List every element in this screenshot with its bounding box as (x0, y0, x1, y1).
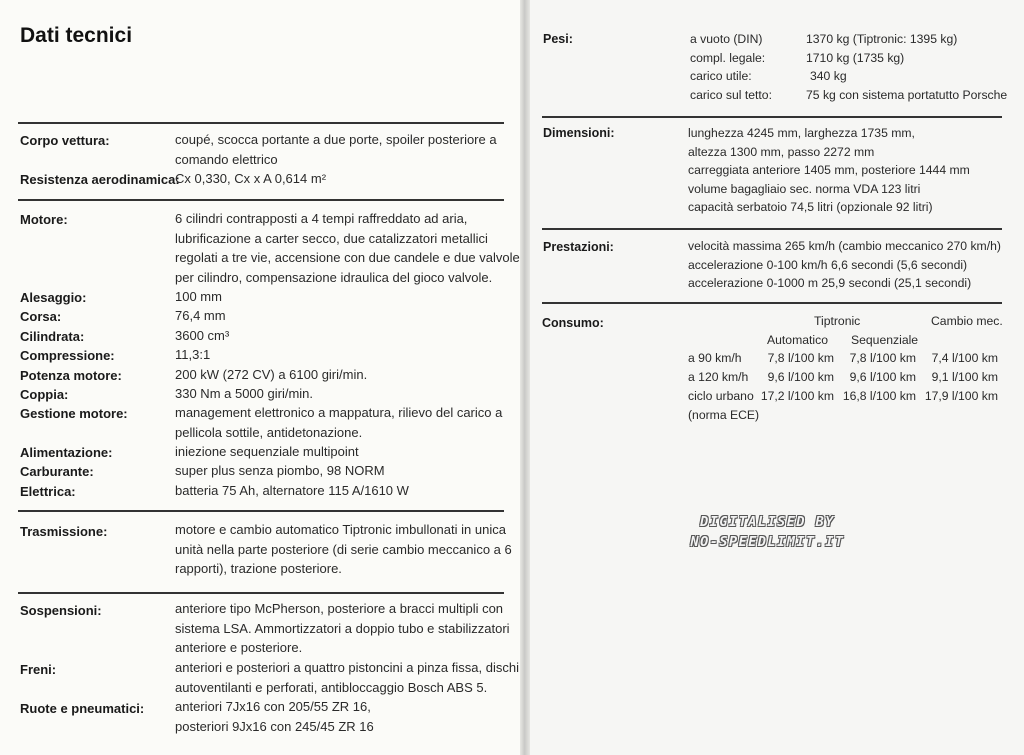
section-divider (18, 510, 504, 512)
consumo-row-name: a 120 km/h (688, 370, 749, 384)
spec-label-corsa: Corsa: (20, 309, 62, 324)
spec-label-motore: Motore: (20, 212, 68, 227)
spec-value-elettrica: batteria 75 Ah, alternatore 115 A/1610 W (175, 483, 409, 498)
spec-label-alimentazione: Alimentazione: (20, 445, 113, 460)
consumo-subheader-sequenziale: Sequenziale (851, 333, 919, 347)
section-divider (18, 199, 504, 201)
spec-label-ruote: Ruote e pneumatici: (20, 701, 145, 716)
spec-label-gestione-motore: Gestione motore: (20, 406, 128, 421)
spec-value-carburante: super plus senza piombo, 98 NORM (175, 463, 385, 478)
consumo-row-name: ciclo urbano (688, 389, 754, 403)
spec-label-consumo: Consumo: (542, 316, 604, 330)
spec-label-trasmissione: Trasmissione: (20, 524, 108, 539)
spec-value-ruote: anteriori 7Jx16 con 205/55 ZR 16, posteriori 9Jx16 con 245/45 ZR 16 (175, 699, 374, 734)
consumo-col3-header: Cambio mec. (931, 314, 1003, 328)
section-divider (18, 592, 504, 594)
spec-label-coppia: Coppia: (20, 387, 69, 402)
spec-label-potenza: Potenza motore: (20, 368, 122, 383)
spec-value-resistenza: Cx 0,330, Cx x A 0,614 m² (175, 171, 327, 186)
spec-value-dimensioni: lunghezza 4245 mm, larghezza 1735 mm, altezza 1300 mm, passo 2272 mm carreggiata anteriore 1405 mm, posteriore 1444 mm volume bagagliaio sec. norma VDA 123 litri capacità serbatoio 74,5 litri (opzionale 92 litri) (688, 126, 970, 214)
consumo-cell: 9,6 l/100 km (849, 370, 916, 384)
spec-value-trasmissione: motore e cambio automatico Tiptronic imbullonati in unica unità nella parte posteriore (di serie cambio meccanico a 6 rapporti), trazione posteriore. (175, 522, 512, 576)
consumo-cell: 17,2 l/100 km (760, 389, 834, 403)
section-divider (542, 228, 1002, 230)
spec-value-potenza: 200 kW (272 CV) a 6100 giri/min. (175, 367, 368, 382)
spec-value-sospensioni: anteriore tipo McPherson, posteriore a bracci multipli con sistema LSA. Ammortizzatori a doppio tubo e stabilizzatori anteriore e posteriore. (175, 601, 510, 655)
section-divider (542, 302, 1002, 304)
spec-value-prestazioni: velocità massima 265 km/h (cambio meccanico 270 km/h) accelerazione 0-100 km/h 6,6 secondi (5,6 secondi) accelerazione 0-1000 m 25,9 secondi (25,1 secondi) (688, 239, 1001, 290)
spec-value-alimentazione: iniezione sequenziale multipoint (175, 444, 359, 459)
spec-value-compressione: 11,3:1 (175, 347, 211, 362)
spec-value-corpo-vettura: coupé, scocca portante a due porte, spoiler posteriore a comando elettrico (175, 132, 497, 167)
spec-value-alesaggio: 100 mm (175, 289, 222, 304)
spec-value-coppia: 330 Nm a 5000 giri/min. (175, 386, 314, 401)
consumo-cell: 16,8 l/100 km (842, 389, 916, 403)
consumo-cell: 7,8 l/100 km (849, 351, 916, 365)
spec-label-compressione: Compressione: (20, 348, 115, 363)
pesi-values: 1370 kg (Tiptronic: 1395 kg) 1710 kg (1735 kg) 340 kg 75 kg con sistema portatutto Porsche (806, 32, 1008, 102)
consumo-cell: 9,6 l/100 km (767, 370, 834, 384)
consumo-subheader-automatico: Automatico (767, 333, 828, 347)
spec-label-dimensioni: Dimensioni: (543, 126, 615, 140)
spec-value-gestione-motore: management elettronico a mappatura, rilievo del carico a pellicola sottile, antidetonazione. (175, 405, 503, 440)
section-divider (542, 116, 1002, 118)
consumo-cell: 7,4 l/100 km (931, 351, 998, 365)
page-title: Dati tecnici (20, 24, 133, 47)
consumo-cell: 17,9 l/100 km (924, 389, 998, 403)
spec-value-corsa: 76,4 mm (175, 308, 226, 323)
book-gutter (520, 0, 530, 755)
spec-label-alesaggio: Alesaggio: (20, 290, 87, 305)
spec-label-sospensioni: Sospensioni: (20, 603, 102, 618)
consumo-group-header: Tiptronic (814, 314, 861, 328)
spec-label-elettrica: Elettrica: (20, 484, 76, 499)
spec-label-resistenza: Resistenza aerodinamica: (20, 172, 180, 187)
spec-label-carburante: Carburante: (20, 464, 94, 479)
consumo-row-name: a 90 km/h (688, 351, 742, 365)
spec-label-freni: Freni: (20, 662, 57, 677)
spec-label-prestazioni: Prestazioni: (543, 240, 614, 254)
spec-value-freni: anteriori e posteriori a quattro pistoncini a pinza fissa, dischi autoventilanti e perforati, antibloccaggio Bosch ABS 5. (175, 660, 519, 695)
spec-label-corpo-vettura: Corpo vettura: (20, 133, 110, 148)
section-divider (18, 122, 504, 124)
spec-label-pesi: Pesi: (543, 32, 573, 46)
consumo-note: (norma ECE) (688, 408, 760, 422)
consumo-cell: 7,8 l/100 km (767, 351, 834, 365)
digitalised-watermark: DIGITALISED BY NO-SPEEDLIMIT.IT (690, 514, 845, 550)
pesi-keys: a vuoto (DIN) compl. legale: carico utile: carico sul tetto: (690, 32, 772, 102)
spec-value-cilindrata: 3600 cm³ (175, 328, 230, 343)
spec-value-motore: 6 cilindri contrapposti a 4 tempi raffreddato ad aria, lubrificazione a carter secco, due catalizzatori metallici regolati a tre vie, accensione con due candele e due valvole per cilindro, compensazione idraulica del gioco valvole. (175, 211, 520, 285)
consumo-cell: 9,1 l/100 km (931, 370, 998, 384)
right-page (530, 0, 1024, 755)
spec-label-cilindrata: Cilindrata: (20, 329, 85, 344)
